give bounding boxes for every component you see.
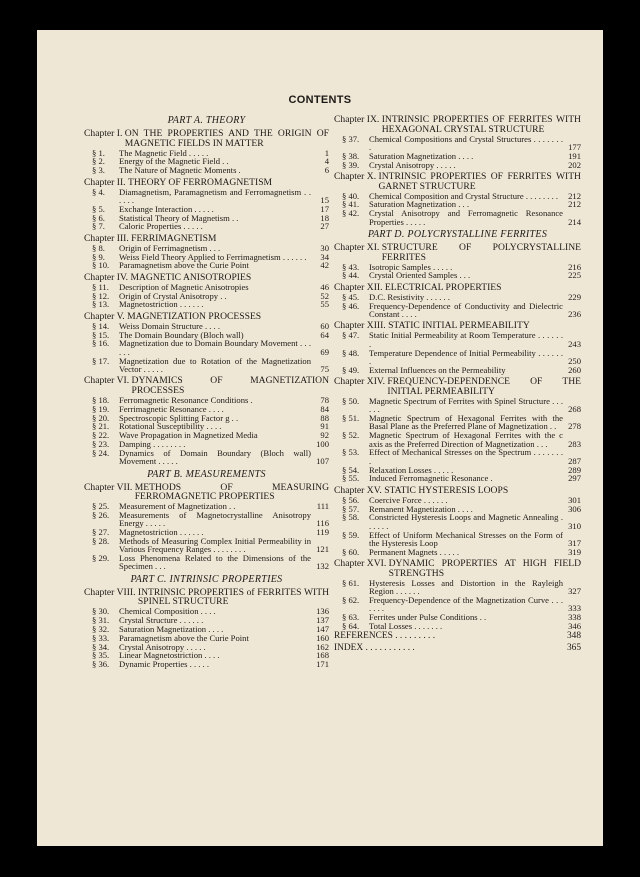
- section-number: § 34.: [92, 641, 110, 652]
- chapter-heading: [84, 483, 329, 502]
- toc-entry: [84, 205, 329, 213]
- section-number: § 44.: [342, 270, 360, 281]
- page-number: 107: [316, 456, 329, 467]
- toc-left-column: [84, 112, 329, 669]
- page-number: 42: [320, 260, 329, 271]
- toc-entry: [84, 405, 329, 413]
- page-number: 6: [324, 165, 329, 176]
- section-title: Crystal Anisotropy . . . . .: [369, 159, 456, 170]
- section-title: Spectroscopic Splitting Factor g . .: [119, 412, 239, 423]
- toc-right-column: [334, 112, 581, 654]
- section-title: Magnetostriction . . . . . .: [119, 527, 204, 538]
- page-number: 319: [568, 546, 581, 557]
- section-number: § 15.: [92, 329, 110, 340]
- page-number: 365: [566, 642, 581, 653]
- section-title: Paramagnetism above the Curie Point: [119, 632, 249, 643]
- page-number: 75: [320, 363, 329, 374]
- section-title: Loss Phenomena Related to the Dimensions of the Specimen . . .: [119, 553, 311, 572]
- section-title: Dynamics of Domain Boundary (Bloch wall) Movement . . . . .: [119, 447, 311, 467]
- chapter-title: METHODS OF MEASURING FERROMAGNETIC PROPERTIES: [134, 481, 329, 503]
- toc-back-matter: [334, 632, 581, 642]
- page-number: 162: [316, 641, 329, 652]
- section-number: § 51.: [342, 412, 360, 423]
- page-number: 236: [568, 308, 581, 319]
- toc-entry: [84, 166, 329, 174]
- chapter-heading: [334, 172, 581, 191]
- page-number: 212: [568, 199, 581, 210]
- chapter-label: Chapter I.: [84, 128, 125, 139]
- section-title: Coercive Force . . . . . .: [369, 494, 448, 505]
- toc-entry: [334, 366, 581, 374]
- chapter-title: STRUCTURE OF POLYCRYSTALLINE FERRITES: [381, 241, 581, 263]
- chapter-label: Chapter X.: [334, 170, 379, 182]
- section-title: Description of Magnetic Anisotropies: [119, 281, 249, 292]
- toc-entry: [84, 634, 329, 642]
- page-number: 132: [316, 561, 329, 572]
- section-number: § 21.: [92, 421, 110, 432]
- section-title: Effect of Mechanical Stresses on the Spectrum . . . . . . . .: [369, 447, 563, 466]
- toc-entry: [334, 293, 581, 301]
- section-number: § 31.: [92, 615, 110, 626]
- section-number: § 52.: [342, 430, 360, 441]
- section-title: Chemical Compositions and Crystal Structures . . . . . . . .: [369, 133, 563, 152]
- section-number: § 55.: [342, 473, 360, 484]
- toc-entry: [334, 579, 581, 596]
- section-number: § 45.: [342, 291, 360, 302]
- section-title: Magnetic Spectrum of Ferrites with Spinel Structure . . . . . .: [369, 395, 563, 415]
- chapter-title: FREQUENCY-DEPENDENCE OF THE INITIAL PERMEABILITY: [387, 376, 581, 397]
- chapter-label: Chapter IX.: [334, 114, 382, 125]
- chapter-title: INTRINSIC PROPERTIES OF FERRITES WITH GARNET STRUCTURE: [378, 170, 581, 192]
- toc-entry: [84, 322, 329, 330]
- section-title: Origin of Crystal Anisotropy . .: [119, 290, 227, 301]
- chapter-label: Chapter VII.: [84, 481, 135, 493]
- section-title: Chemical Composition and Crystal Structure . . . . . . . .: [369, 190, 559, 201]
- section-number: § 29.: [92, 553, 110, 564]
- page-number: 310: [568, 520, 581, 531]
- page-number: 278: [568, 421, 581, 432]
- chapter-label: Chapter VIII.: [84, 586, 138, 598]
- section-number: § 61.: [342, 577, 360, 588]
- page-number: 17: [320, 203, 329, 214]
- page-number: 69: [320, 346, 329, 357]
- section-number: § 7.: [92, 221, 105, 232]
- section-number: § 1.: [92, 147, 105, 158]
- page-number: 15: [320, 194, 329, 205]
- toc-entry: [334, 513, 581, 530]
- section-title: Magnetic Spectrum of Hexagonal Ferrites with the c axis as the Preferred Direction of Magnetization . . .: [369, 430, 563, 449]
- toc-entry: [334, 431, 581, 448]
- toc-entry: [334, 414, 581, 431]
- chapter-heading: [84, 178, 329, 188]
- section-title: Caloric Properties . . . . .: [119, 221, 203, 232]
- page-number: 260: [568, 364, 581, 375]
- section-title: Temperature Dependence of Initial Permeability . . . . . . .: [369, 347, 563, 366]
- toc-entry: [334, 302, 581, 319]
- section-title: Ferrimagnetic Resonance . . . .: [119, 403, 224, 414]
- chapter-heading: [84, 376, 329, 395]
- section-number: § 47.: [342, 330, 360, 341]
- toc-entry: [334, 209, 581, 226]
- page-number: 214: [568, 216, 581, 227]
- chapter-label: Chapter XVI.: [334, 558, 389, 570]
- page-number: 191: [568, 150, 581, 161]
- toc-back-matter: [334, 644, 581, 654]
- chapter-heading: [334, 243, 581, 262]
- section-title: Permanent Magnets . . . . .: [369, 546, 459, 557]
- page-number: 116: [316, 518, 329, 529]
- chapter-title: STATIC INITIAL PERMEABILITY: [388, 320, 530, 332]
- section-title: Total Losses . . . . . . .: [369, 620, 443, 631]
- section-number: § 16.: [92, 338, 110, 349]
- section-title: Damping . . . . . . . .: [119, 438, 186, 449]
- chapter-label: Chapter V.: [84, 310, 128, 322]
- page-number: 212: [568, 190, 581, 201]
- section-number: § 4.: [92, 186, 105, 197]
- section-number: § 43.: [342, 261, 360, 272]
- chapter-heading: [84, 273, 329, 283]
- toc-entry: [334, 397, 581, 414]
- section-number: § 27.: [92, 527, 110, 538]
- page-number: 64: [320, 329, 329, 340]
- section-number: § 25.: [92, 501, 110, 512]
- section-title: Magnetic Spectrum of Hexagonal Ferrites with the Basal Plane as the Preferred Plane of Magnetization . .: [369, 412, 563, 432]
- chapter-title: ON THE PROPERTIES AND THE ORIGIN OF MAGNETIC FIELDS IN MATTER: [124, 128, 329, 149]
- page-number: 243: [568, 338, 581, 349]
- section-number: § 14.: [92, 320, 110, 331]
- section-title: Rotational Susceptibility . . . .: [119, 421, 222, 432]
- section-number: § 58.: [342, 512, 360, 523]
- section-title: Diamagnetism, Paramagnetism and Ferromagnetism . . . . . .: [119, 186, 311, 205]
- section-number: § 39.: [342, 159, 360, 170]
- section-number: § 57.: [342, 503, 360, 514]
- section-number: § 36.: [92, 659, 110, 670]
- chapter-heading: [84, 129, 329, 148]
- chapter-title: MAGNETIC ANISOTROPIES: [130, 271, 252, 283]
- section-number: § 56.: [342, 494, 360, 505]
- page-number: 78: [320, 394, 329, 405]
- page-number: 229: [568, 291, 581, 302]
- section-title: Measurements of Magnetocrystalline Anisotropy Energy . . . . .: [119, 509, 311, 529]
- section-number: § 42.: [342, 208, 360, 219]
- section-title: Isotropic Samples . . . . .: [369, 261, 453, 272]
- section-title: Static Initial Permeability at Room Temperature . . . . . . .: [369, 330, 563, 349]
- section-number: § 18.: [92, 394, 110, 405]
- section-title: Saturation Magnetization . . .: [369, 199, 469, 210]
- section-number: § 12.: [92, 290, 110, 301]
- section-title: Induced Ferromagnetic Resonance .: [369, 473, 493, 484]
- page-number: 346: [568, 620, 581, 631]
- page-number: 27: [320, 221, 329, 232]
- page-number: 4: [324, 156, 329, 167]
- toc-entry: [334, 349, 581, 366]
- page-number: 283: [568, 438, 581, 449]
- section-title: Linear Magnetostriction . . . .: [119, 650, 220, 661]
- section-title: Crystal Structure . . . . . .: [119, 615, 204, 626]
- toc-entry: [84, 357, 329, 374]
- section-number: § 8.: [92, 242, 105, 253]
- chapter-heading: [334, 115, 581, 134]
- section-title: Exchange Interaction . . . . .: [119, 203, 214, 214]
- section-title: Hysteresis Losses and Distortion in the Rayleigh Region . . . . . .: [369, 577, 563, 597]
- section-title: Ferrites under Pulse Conditions . .: [369, 612, 487, 623]
- chapter-heading: [84, 312, 329, 322]
- page-number: 225: [568, 270, 581, 281]
- page-number: 100: [316, 438, 329, 449]
- section-number: § 46.: [342, 300, 360, 311]
- section-number: § 59.: [342, 529, 360, 540]
- page-number: 317: [568, 537, 581, 548]
- toc-entry: [84, 660, 329, 668]
- toc-entry: [84, 283, 329, 291]
- section-title: Magnetization due to Rotation of the Magnetization Vector . . . . .: [119, 355, 311, 374]
- chapter-title: DYNAMIC PROPERTIES AT HIGH FIELD STRENGTHS: [388, 558, 581, 579]
- toc-entry: [84, 300, 329, 308]
- section-title: The Nature of Magnetic Moments .: [119, 165, 241, 176]
- page-number: 177: [568, 141, 581, 152]
- page-number: 202: [568, 159, 581, 170]
- section-title: Effect of Uniform Mechanical Stresses on the Form of the Hysteresis Loop: [369, 529, 563, 548]
- part-heading: PART A. THEORY: [167, 115, 246, 126]
- section-number: § 2.: [92, 156, 105, 167]
- section-title: Wave Propagation in Magnetized Media: [119, 430, 258, 441]
- section-title: D.C. Resistivity . . . . . .: [369, 291, 450, 302]
- section-title: Paramagnetism above the Curie Point: [119, 260, 249, 271]
- book-page: [37, 30, 603, 846]
- page-number: 333: [568, 603, 581, 614]
- section-number: § 20.: [92, 412, 110, 423]
- toc-entry: [84, 339, 329, 356]
- section-number: § 40.: [342, 190, 360, 201]
- section-number: § 28.: [92, 535, 110, 546]
- chapter-label: Chapter IV.: [84, 271, 131, 283]
- chapter-title: FERRIMAGNETISM: [131, 232, 217, 244]
- section-number: § 6.: [92, 212, 105, 223]
- section-number: § 63.: [342, 612, 360, 623]
- chapter-label: Chapter II.: [84, 176, 128, 188]
- page-number: 52: [320, 290, 329, 301]
- page-number: 216: [568, 261, 581, 272]
- toc-entry: [84, 222, 329, 230]
- chapter-title: INTRINSIC PROPERTIES of FERRITES WITH SPINEL STRUCTURE: [137, 586, 329, 608]
- section-title: Crystal Oriented Samples . . .: [369, 270, 471, 281]
- section-number: § 5.: [92, 203, 105, 214]
- page-number: 327: [568, 586, 581, 597]
- section-title: Statistical Theory of Magnetism . .: [119, 212, 239, 223]
- section-title: Remanent Magnetization . . . .: [369, 503, 473, 514]
- toc-entry: [84, 537, 329, 554]
- section-number: § 33.: [92, 632, 110, 643]
- toc-entry: [84, 554, 329, 571]
- page-number: 287: [568, 455, 581, 466]
- section-title: The Domain Boundary (Bloch wall): [119, 329, 244, 340]
- section-number: § 24.: [92, 447, 110, 458]
- page-number: 60: [320, 320, 329, 331]
- chapter-label: Chapter XII.: [334, 281, 385, 293]
- page-number: 160: [316, 632, 329, 643]
- section-title: Frequency-Dependence of the Magnetization Curve . . . . . . .: [369, 594, 563, 614]
- section-title: Energy of the Magnetic Field . .: [119, 156, 229, 167]
- section-title: Weiss Domain Structure . . . .: [119, 320, 220, 331]
- chapter-label: Chapter XIV.: [334, 376, 388, 388]
- page-number: 121: [316, 544, 329, 555]
- section-title: Saturation Magnetization . . . .: [119, 624, 224, 635]
- section-title: The Magnetic Field . . . . .: [119, 147, 209, 158]
- toc-entry: [84, 244, 329, 252]
- page-number: 297: [568, 473, 581, 484]
- section-title: Magnetostriction . . . . . .: [119, 299, 204, 310]
- section-number: § 49.: [342, 364, 360, 375]
- page-number: 171: [316, 659, 329, 670]
- toc-entry: [84, 188, 329, 205]
- toc-entry: [334, 135, 581, 152]
- section-title: Methods of Measuring Complex Initial Permeability in Various Frequency Ranges . . . . . . . .: [119, 535, 311, 555]
- toc-entry: [334, 331, 581, 348]
- section-number: § 53.: [342, 447, 360, 458]
- section-number: § 3.: [92, 165, 105, 176]
- page-number: 111: [316, 501, 329, 512]
- section-title: Chemical Composition . . . .: [119, 606, 216, 617]
- page-number: 168: [316, 650, 329, 661]
- section-number: § 19.: [92, 403, 110, 414]
- toc-entry: [334, 548, 581, 556]
- page-number: 301: [568, 494, 581, 505]
- section-title: Saturation Magnetization . . . .: [369, 150, 474, 161]
- section-title: Magnetization due to Domain Boundary Movement . . . . . .: [119, 338, 311, 357]
- section-title: Frequency-Dependence of Conductivity and Dielectric Constant . . . .: [369, 300, 563, 319]
- section-number: § 23.: [92, 438, 110, 449]
- section-number: § 64.: [342, 620, 360, 631]
- page-number: 46: [320, 281, 329, 292]
- section-number: § 41.: [342, 199, 360, 210]
- chapter-heading: [334, 377, 581, 396]
- chapter-title: INTRINSIC PROPERTIES OF FERRITES WITH HEXAGONAL CRYSTAL STRUCTURE: [381, 114, 581, 135]
- toc-entry: [84, 511, 329, 528]
- section-number: § 13.: [92, 299, 110, 310]
- chapter-heading: [84, 234, 329, 244]
- part-heading: PART B. MEASUREMENTS: [147, 468, 266, 480]
- chapter-title: ELECTRICAL PROPERTIES: [384, 281, 502, 293]
- part-heading: PART C. INTRINSIC PROPERTIES: [130, 573, 283, 585]
- section-title: Weiss Field Theory Applied to Ferrimagnetism . . . . . .: [119, 251, 307, 262]
- page-number: 348: [566, 631, 581, 642]
- section-number: § 17.: [92, 355, 110, 366]
- section-number: § 32.: [92, 624, 110, 635]
- toc-entry: [334, 531, 581, 548]
- section-number: § 37.: [342, 133, 360, 144]
- page-number: 91: [320, 421, 329, 432]
- chapter-heading: [84, 588, 329, 607]
- section-number: § 60.: [342, 546, 360, 557]
- section-number: § 54.: [342, 464, 360, 475]
- page-number: 147: [316, 624, 329, 635]
- chapter-title: DYNAMICS OF MAGNETIZATION PROCESSES: [131, 375, 329, 396]
- page-number: 84: [320, 403, 329, 414]
- toc-entry: [334, 448, 581, 465]
- page-number: 250: [568, 355, 581, 366]
- section-number: § 22.: [92, 430, 110, 441]
- section-number: § 48.: [342, 347, 360, 358]
- page-number: 268: [568, 404, 581, 415]
- toc-entry: [84, 261, 329, 269]
- chapter-label: Chapter XIII.: [334, 320, 389, 332]
- page-number: 92: [320, 430, 329, 441]
- section-title: Dynamic Properties . . . . .: [119, 659, 209, 670]
- back-matter-title: INDEX . . . . . . . . . . .: [334, 642, 415, 653]
- section-number: § 10.: [92, 260, 110, 271]
- back-matter-title: REFERENCES . . . . . . . . .: [334, 631, 436, 642]
- toc-entry: [84, 449, 329, 466]
- page-number: 55: [320, 299, 329, 310]
- contents-title: CONTENTS: [288, 94, 352, 106]
- section-number: § 35.: [92, 650, 110, 661]
- chapter-heading: [334, 283, 581, 293]
- page-number: 306: [568, 503, 581, 514]
- toc-entry: [334, 496, 581, 504]
- chapter-heading: [334, 486, 581, 496]
- section-number: § 62.: [342, 594, 360, 605]
- page-number: 88: [320, 412, 329, 423]
- chapter-title: THEORY OF FERROMAGNETISM: [127, 176, 273, 188]
- page-number: 1: [324, 147, 329, 158]
- chapter-title: MAGNETIZATION PROCESSES: [127, 310, 262, 322]
- chapter-label: Chapter XI.: [334, 241, 382, 253]
- section-title: Constricted Hysteresis Loops and Magnetic Annealing . . . . . .: [369, 512, 563, 531]
- section-title: Relaxation Losses . . . . .: [369, 464, 454, 475]
- section-title: Crystal Anisotropy . . . . .: [119, 641, 206, 652]
- toc-entry: [334, 474, 581, 482]
- page-number: 34: [320, 251, 329, 262]
- chapter-title: STATIC HYSTERESIS LOOPS: [384, 484, 509, 496]
- section-title: Crystal Anisotropy and Ferromagnetic Resonance Properties . . . . .: [369, 208, 563, 227]
- section-number: § 9.: [92, 251, 105, 262]
- page-number: 289: [568, 464, 581, 475]
- toc-entry: [334, 161, 581, 169]
- chapter-heading: [334, 559, 581, 578]
- section-number: § 50.: [342, 395, 360, 406]
- toc-entry: [334, 152, 581, 160]
- page-number: 136: [316, 606, 329, 617]
- chapter-label: Chapter VI.: [84, 375, 132, 387]
- chapter-label: Chapter III.: [84, 232, 132, 244]
- section-number: § 26.: [92, 509, 110, 520]
- toc-entry: [334, 271, 581, 279]
- toc-entry: [334, 622, 581, 630]
- section-number: § 30.: [92, 606, 110, 617]
- section-number: § 11.: [92, 281, 109, 292]
- section-title: Origin of Ferrimagnetism . . .: [119, 242, 221, 253]
- page-number: 338: [568, 612, 581, 623]
- section-title: External Influences on the Permeability: [369, 364, 506, 375]
- part-heading: PART D. POLYCRYSTALLINE FERRITES: [367, 228, 548, 240]
- page-number: 119: [316, 527, 329, 538]
- toc-entry: [334, 596, 581, 613]
- chapter-label: Chapter XV.: [334, 484, 385, 496]
- page-number: 18: [320, 212, 329, 223]
- section-title: Measurement of Magnetization . .: [119, 501, 236, 512]
- section-number: § 38.: [342, 150, 360, 161]
- section-title: Ferromagnetic Resonance Conditions .: [119, 394, 253, 405]
- page-number: 137: [316, 615, 329, 626]
- page-number: 30: [320, 242, 329, 253]
